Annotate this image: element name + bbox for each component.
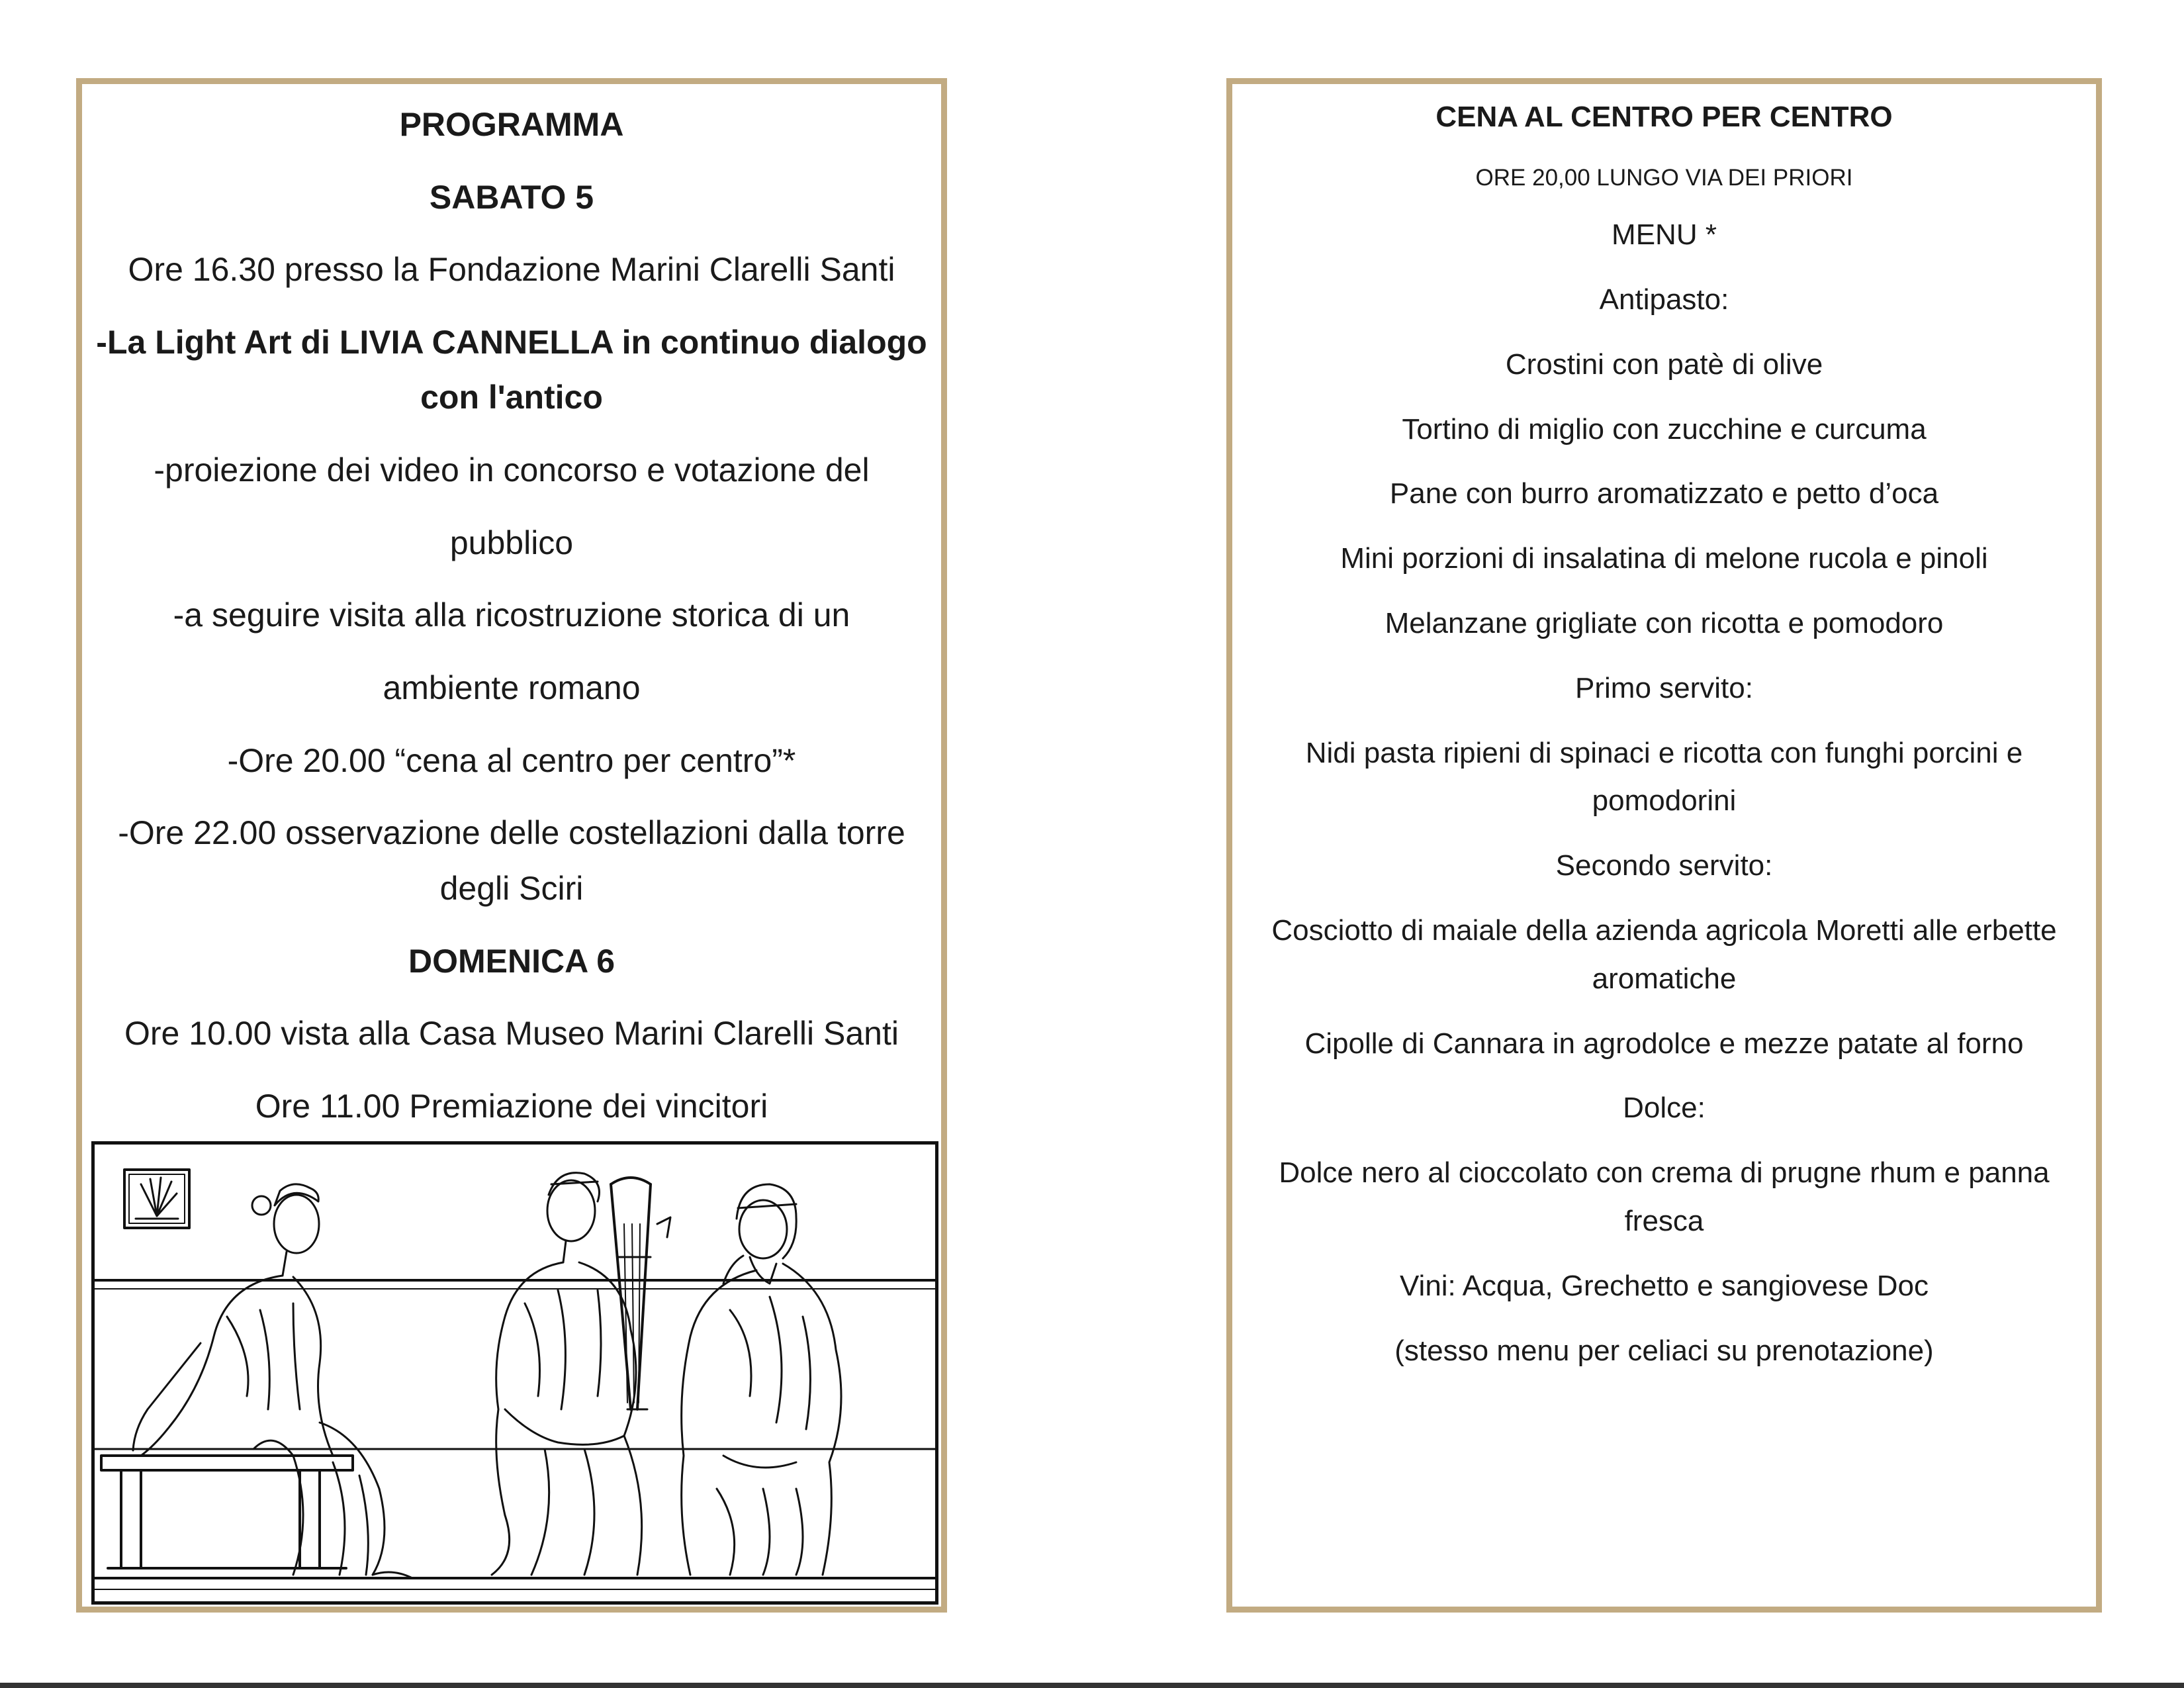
secondo-heading: Secondo servito: [1555, 849, 1773, 882]
ore-1000-line: Ore 10.00 vista alla Casa Museo Marini Clarelli Santi [124, 1015, 899, 1052]
programma-panel [76, 78, 947, 1613]
ore-1100-line: Ore 11.00 Premiazione dei vincitori [255, 1088, 768, 1125]
cena-title: CENA AL CENTRO PER CENTRO [1435, 101, 1893, 133]
domenica-heading: DOMENICA 6 [408, 943, 615, 980]
antipasto-item: Melanzane grigliate con ricotta e pomodoro [1385, 607, 1944, 639]
antipasto-item: Pane con burro aromatizzato e petto d’oca [1389, 477, 1939, 510]
classical-figures-illustration [91, 1141, 938, 1605]
antipasto-heading: Antipasto: [1599, 283, 1729, 316]
dolce-line-1: Dolce nero al cioccolato con crema di prugne rhum e panna [1279, 1156, 2050, 1189]
primo-heading: Primo servito: [1575, 672, 1753, 704]
sabato-heading: SABATO 5 [429, 179, 594, 216]
antipasto-item: Tortino di miglio con zucchine e curcuma [1402, 413, 1927, 445]
cena-subtitle: ORE 20,00 LUNGO VIA DEI PRIORI [1475, 165, 1853, 191]
menu-heading: MENU * [1612, 218, 1717, 251]
dolce-heading: Dolce: [1623, 1092, 1706, 1124]
primo-line-1: Nidi pasta ripieni di spinaci e ricotta con funghi porcini e [1305, 737, 2023, 769]
light-art-line-2: con l'antico [420, 379, 603, 416]
proiezione-line-2: pubblico [449, 524, 574, 561]
osservazione-line-2: degli Sciri [439, 870, 584, 907]
primo-line-2: pomodorini [1592, 784, 1737, 817]
celiaci-line: (stesso menu per celiaci su prenotazione) [1394, 1335, 1934, 1367]
vini-line: Vini: Acqua, Grechetto e sangiovese Doc [1399, 1270, 1929, 1302]
bottom-edge-divider [0, 1683, 2184, 1688]
light-art-line-1: -La Light Art di LIVIA CANNELLA in continuo dialogo [96, 324, 927, 361]
antipasto-item: Mini porzioni di insalatina di melone rucola e pinoli [1340, 542, 1988, 575]
osservazione-line-1: -Ore 22.00 osservazione delle costellazioni dalla torre [118, 814, 905, 851]
ore-1630-line: Ore 16.30 presso la Fondazione Marini Clarelli Santi [128, 251, 895, 288]
programma-title: PROGRAMMA [399, 106, 624, 143]
wall-plaque-icon [124, 1170, 189, 1228]
dolce-line-2: fresca [1624, 1205, 1704, 1237]
secondo-line-2: aromatiche [1592, 962, 1737, 995]
visita-line-1: -a seguire visita alla ricostruzione storica di un [173, 596, 850, 633]
cena-line: -Ore 20.00 “cena al centro per centro”* [227, 742, 796, 779]
visita-line-2: ambiente romano [383, 669, 641, 706]
antipasto-item: Crostini con patè di olive [1505, 348, 1823, 381]
cena-panel [1226, 78, 2102, 1613]
contorno-line: Cipolle di Cannara in agrodolce e mezze patate al forno [1304, 1027, 2024, 1060]
secondo-line-1: Cosciotto di maiale della azienda agricola Moretti alle erbette [1271, 914, 2057, 947]
proiezione-line-1: -proiezione dei video in concorso e votazione del [154, 451, 870, 489]
